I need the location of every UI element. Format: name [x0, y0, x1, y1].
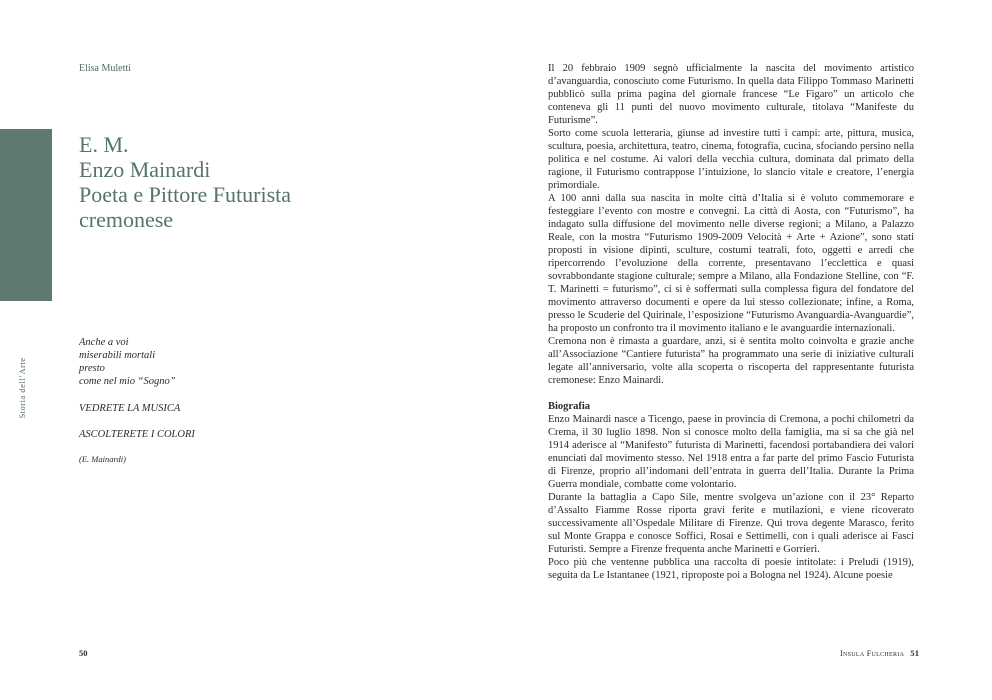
epigraph-poem: [79, 336, 195, 466]
section-heading: Biografia: [548, 401, 590, 412]
title-line: cremonese: [79, 207, 174, 232]
article-body: [548, 62, 914, 582]
body-paragraph: Poco più che ventenne pubblica una raccolta di poesie intitolate: i Preludi (1919), seguita da Le Istantanee (1921, riproposte poi a Bologna nel 1924). Alcune poesie: [548, 557, 914, 581]
section-side-label: Storia dell’Arte: [17, 357, 27, 419]
title-line: Poeta e Pittore Futurista: [79, 182, 292, 207]
poem-line: come nel mio “Sogno”: [79, 376, 176, 387]
poem-signature: (E. Mainardi): [79, 454, 126, 464]
body-paragraph: Durante la battaglia a Capo Sile, mentre svolgeva un’azione con il 23° Reparto d’Assalto Fiamme Rosse riporta gravi ferite e mutilazioni, e viene ricoverato successivamente all’Ospedale Militare di Firenze. Qui trova degente Marasco, ferito sul Monte Grappa e conosce Soffici, Rosai e Settimelli, con i quali aderisce ai Fasci Futuristi. Sempre a Firenze frequenta anche Marinetti e Gorrieri.: [548, 492, 914, 555]
title-line: E. M.: [79, 132, 129, 157]
running-title: Insula Fulcheria: [840, 649, 905, 658]
poem-line: miserabili mortali: [79, 350, 156, 361]
running-footer: [840, 648, 919, 658]
accent-band: [0, 129, 52, 301]
article-title: [79, 132, 291, 232]
page-number-right: 51: [910, 648, 920, 658]
poem-line: Anche a voi: [79, 337, 129, 348]
body-paragraph: Enzo Mainardi nasce a Ticengo, paese in provincia di Cremona, a pochi chilometri da Crema, il 30 luglio 1898. Non si conosce molto della famiglia, ma si sa che già nel 1914 aderisce al “Manifesto” futurista di Marinetti, facendosi portabandiera dei valori enunciati dal movimento stesso. Nel 1918 entra a far parte del primo Fascio Futurista di Firenze, proprio all’indomani dell’entrata in guerra dell’Italia. Durante la Prima Guerra mondiale, combatte come volontario.: [548, 414, 914, 490]
poem-caps-line: VEDRETE LA MUSICA: [79, 403, 181, 414]
body-paragraph: Cremona non è rimasta a guardare, anzi, si è sentita molto coinvolta e grazie anche all’Associazione “Cantiere futurista” ha programmato una serie di iniziative culturali legate all’anniversario, volte alla scoperta o riscoperta del rappresentante futurista cremonese: Enzo Mainardi.: [548, 336, 914, 386]
poem-line: presto: [79, 363, 105, 374]
body-paragraph: Sorto come scuola letteraria, giunse ad investire tutti i campi: arte, pittura, musica, scultura, poesia, architettura, teatro, cinema, fotografia, cucina, sfociando persino nella politica e nel costume. Ai valori della vecchia cultura, dominata dal primato della ragione, il Futurismo contrappose l’intuizione, lo slancio vitale e creatore, l’energia primordiale.: [548, 128, 914, 191]
author-name: Elisa Muletti: [79, 63, 131, 74]
page-number-left: 50: [79, 648, 88, 658]
poem-caps-line: ASCOLTERETE I COLORI: [79, 429, 195, 440]
body-paragraph: A 100 anni dalla sua nascita in molte città d’Italia si è voluto commemorare e festeggiare l’evento con mostre e convegni. La città di Aosta, con “Futurismo”, ha indagato sulla diffusione del movimento nelle diverse regioni; a Milano, a Palazzo Reale, con la mostra “Futurismo 1909-2009 Velocità + Arte + Azione”, sono stati proposti in visione dipinti, sculture, costumi teatrali, foto, oggetti e arredi che ripercorrendo l’evoluzione della corrente, presentavano l’ecclettica e quasi sovrabbondante stagione culturale; sempre a Milano, alla Fondazione Stelline, con “F. T. Marinetti = futurismo”, ci si è soffermati sulla complessa figura del fondatore del movimento attraverso documenti e opere da lui stesso collezionate; infine, a Roma, presso le Scuderie del Quirinale, l’esposizione “Futurismo Avanguardia-Avanguardie”, ha proposto un confronto tra il movimento italiano e le avanguardie internazionali.: [548, 193, 914, 334]
title-line: Enzo Mainardi: [79, 157, 211, 182]
body-paragraph: Il 20 febbraio 1909 segnò ufficialmente la nascita del movimento artistico d’avanguardia, conosciuto come Futurismo. In quella data Filippo Tommaso Marinetti pubblicò sulla prima pagina del giornale francese “Le Figaro” un articolo che conteneva gli 11 punti del nuovo movimento culturale, titolava “Manifeste du Futurisme”.: [548, 63, 914, 126]
